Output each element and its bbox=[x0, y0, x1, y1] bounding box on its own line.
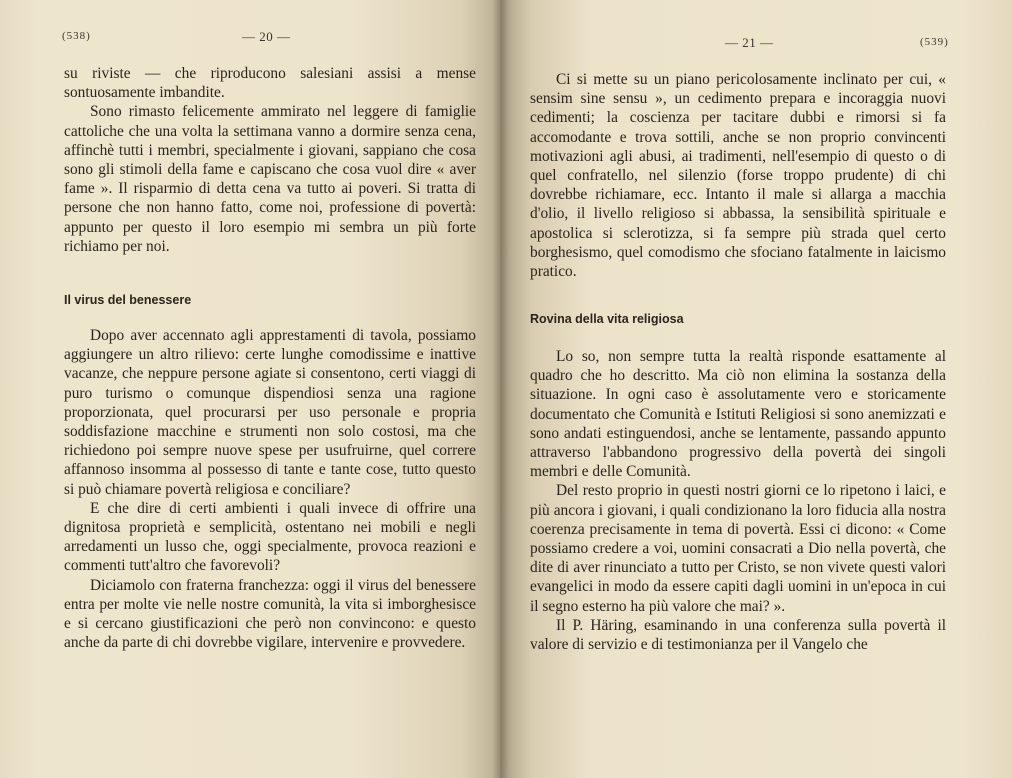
left-paragraph: su riviste — che riproducono salesiani assisi a mense sontuosamente imbandite. bbox=[64, 65, 476, 102]
right-paragraph: Lo so, non sempre tutta la realtà risponde esattamente al quadro che ho descritto. Ma ciò non elimina la sostanza della situazione. In ogni caso è assolutamente vero e storicamente documentato che Comunità e Istituti Religiosi si sono anemizzati e sono andati estinguendosi, anche se lentamente, passando appunto attraverso l'abbandono progressivo della povertà dei singoli membri e delle Comunità. bbox=[530, 348, 946, 481]
right-section-heading: Rovina della vita religiosa bbox=[530, 312, 684, 326]
left-section-heading: Il virus del benessere bbox=[64, 293, 192, 307]
left-folio: (538) bbox=[62, 30, 91, 42]
right-paragraph: Il P. Häring, esaminando in una conferenza sulla povertà il valore di servizio e di testimonianza per il Vangelo che bbox=[530, 616, 946, 654]
left-paragraph: Sono rimasto felicemente ammirato nel leggere di famiglie cattoliche che una volta la settimana vanno a dormire senza cena, affinchè tutti i membri, specialmente i giovani, sappiano che cosa sono gli stimoli della fame e capiscano che cosa vuol dire « aver fame ». Il risparmio di detta cena va tutto ai poveri. Si tratta di persone che non hanno fatto, come noi, professione di povertà: appunto per questo il loro esempio mi sembra un più forte richiamo per noi. bbox=[64, 103, 476, 255]
left-page-number: — 20 — bbox=[242, 29, 291, 44]
right-paragraph: Ci si mette su un piano pericolosamente inclinato per cui, « sensim sine sensu », un cedimento prepara e incoraggia nuovi cedimenti; la coscienza per tacitare dubbi e rimorsi si fa accomodante e trova sottili, anche se non proprio convincenti motivazioni agli abusi, ai tradimenti, nell'esempio di questo o di quel confratello, nel silenzio (forse troppo prudente) di chi dovrebbe richiamare, ecc. Intanto il male si allarga a macchia d'olio, il livello religioso si abbassa, la sensibilità spirituale e apostolica si sclerotizza, si fa sempre più strada quel certo borghesismo, quel comodismo che sfociano fatalmente in laicismo pratico. bbox=[530, 71, 946, 281]
left-text-top bbox=[64, 64, 476, 256]
right-folio: (539) bbox=[920, 36, 949, 48]
left-paragraph: Diciamolo con fraterna franchezza: oggi il virus del benessere entra per molte vie nelle nostre comunità, la vita si imborghesisce e si cercano giustificazioni che però non convincono: e questo anche da parte di chi dovrebbe vigilare, intervenire e provvedere. bbox=[64, 576, 476, 652]
book-gutter bbox=[492, 0, 510, 778]
left-text-bottom bbox=[64, 326, 476, 652]
left-page bbox=[0, 0, 500, 778]
right-text-top bbox=[530, 70, 946, 281]
left-paragraph: E che dire di certi ambienti i quali invece di offrire una dignitosa proprietà e semplicità, ostentano nei mobili e negli arredamenti un lusso che, oggi specialmente, provoca reazioni e commenti tutt'altro che favorevoli? bbox=[64, 499, 476, 575]
right-page-number: — 21 — bbox=[725, 35, 774, 50]
right-text-bottom bbox=[530, 347, 946, 654]
right-paragraph: Del resto proprio in questi nostri giorni ce lo ripetono i laici, e più ancora i giovani, i quali condizionano la loro fiducia alla nostra coerenza precisamente in tema di povertà. Essi ci dicono: « Come possiamo credere a voi, uomini consacrati a Dio nella povertà, che dite di aver rinunciato a tutto per Cristo, se non vivete questi valori evangelici in modo da essere capiti dagli uomini in un'epoca in cui il segno esterno ha più valore che mai? ». bbox=[530, 482, 946, 615]
left-paragraph: Dopo aver accennato agli apprestamenti di tavola, possiamo aggiungere un altro rilievo: certe lunghe comodissime e inattive vacanze, che neppure persone agiate si consentono, certi viaggi di puro turismo o comunque dispendiosi senza una ragione proporzionata, quel procurarsi per uso personale e propria soddisfazione macchine e strumenti non solo costosi, ma che richiedono poi sempre nuove spese per usufruirne, quel correre affannoso insomma al possesso di tante e tante cose, tutto questo si può chiamare povertà religiosa e conciliare? bbox=[64, 327, 476, 498]
